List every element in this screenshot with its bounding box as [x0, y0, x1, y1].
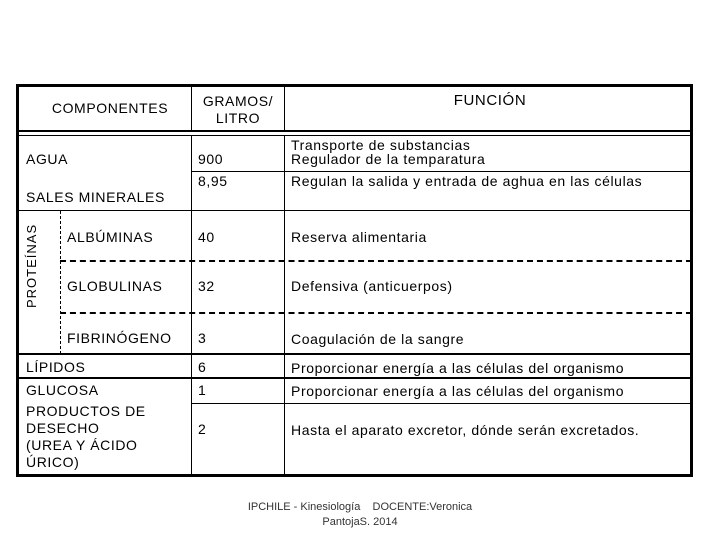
agua-name: AGUA: [26, 151, 69, 167]
productos-name-line1: PRODUCTOS DE: [26, 403, 146, 419]
productos-name-line4: ÚRICO): [26, 454, 80, 470]
lipidos-name: LÍPIDOS: [26, 359, 86, 375]
agua-function-line2: Regulador de la temparatura: [291, 151, 486, 167]
proteinas-divider: [60, 211, 61, 354]
col-divider-1: [191, 136, 192, 475]
row-separator-agua: [191, 171, 692, 172]
row-separator-albuminas: [60, 260, 692, 262]
header-bottom-rule: [18, 130, 692, 132]
productos-name-line3: (UREA Y ÁCIDO: [26, 437, 138, 453]
header-gramos-line1: GRAMOS/: [202, 93, 274, 109]
sales-function: Regulan la salida y entrada de aghua en las células: [291, 173, 643, 189]
albuminas-value: 40: [198, 229, 215, 245]
row-separator-lipidos: [18, 377, 692, 379]
agua-function-line1: Transporte de substancias: [291, 137, 471, 153]
slide-footer: [0, 500, 720, 530]
sales-value: 8,95: [198, 173, 228, 189]
proteinas-label: PROTEÍNAS: [24, 223, 39, 308]
fibrinogeno-value: 3: [198, 330, 207, 346]
body-top-rule: [18, 135, 692, 136]
row-separator-globulinas: [60, 312, 692, 314]
row-separator-fibrinogeno: [18, 353, 692, 355]
globulinas-name: GLOBULINAS: [67, 278, 163, 294]
fibrinogeno-function: Coagulación de la sangre: [291, 331, 465, 347]
header-funcion: FUNCIÓN: [453, 92, 527, 109]
header-divider-2: [284, 86, 285, 131]
header-gramos-line2: LITRO: [215, 110, 261, 126]
globulinas-value: 32: [198, 278, 215, 294]
col-divider-2: [284, 136, 285, 475]
header-componentes: COMPONENTES: [51, 100, 169, 116]
productos-name-line2: DESECHO: [26, 420, 100, 436]
row-separator-sales: [18, 210, 692, 211]
productos-function: Hasta el aparato excretor, dónde serán excretados.: [291, 422, 640, 438]
footer-line1: IPCHILE - Kinesiología DOCENTE:Veronica: [247, 501, 473, 513]
albuminas-name: ALBÚMINAS: [67, 229, 154, 245]
glucosa-name: GLUCOSA: [26, 382, 99, 398]
footer-line2: PantojaS. 2014: [322, 516, 398, 528]
glucosa-function: Proporcionar energía a las células del organismo: [291, 383, 625, 399]
row-separator-glucosa: [191, 403, 692, 404]
lipidos-function: Proporcionar energía a las células del organismo: [291, 360, 625, 376]
agua-value: 900: [198, 151, 224, 167]
productos-value: 2: [198, 421, 207, 437]
globulinas-function: Defensiva (anticuerpos): [291, 278, 453, 294]
sales-name: SALES MINERALES: [26, 189, 165, 205]
albuminas-function: Reserva alimentaria: [291, 229, 427, 245]
lipidos-value: 6: [198, 359, 207, 375]
fibrinogeno-name: FIBRINÓGENO: [67, 330, 172, 346]
glucosa-value: 1: [198, 382, 207, 398]
